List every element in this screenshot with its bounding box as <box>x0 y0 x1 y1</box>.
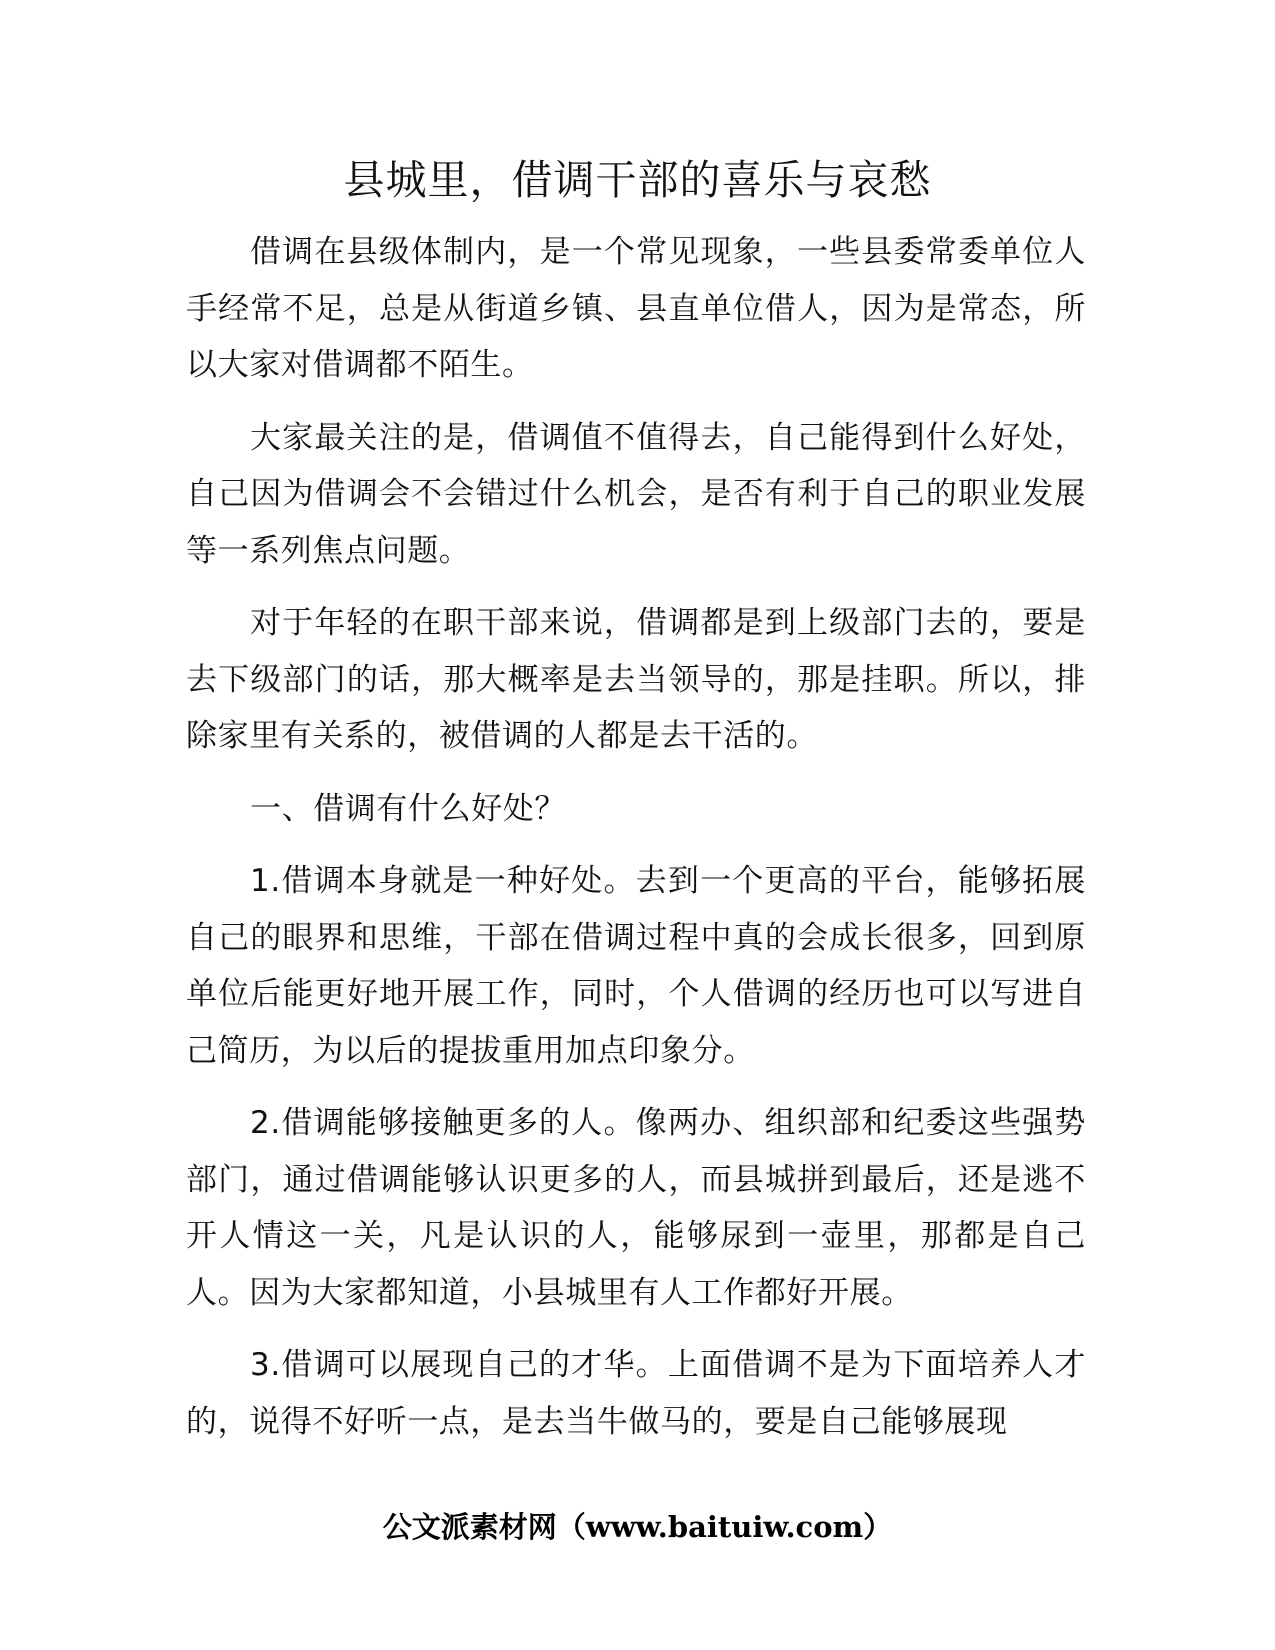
document-body <box>186 224 1086 1466</box>
document-title: 县城里，借调干部的喜乐与哀愁 <box>343 156 932 204</box>
paragraph-concerns: 大家最关注的是，借调值不值得去，自己能得到什么好处，自己因为借调会不会错过什么机会，是否有利于自己的职业发展等一系列焦点问题。 <box>186 419 1086 569</box>
paragraph-young-cadres: 对于年轻的在职干部来说，借调都是到上级部门去的，要是去下级部门的话，那大概率是去当领导的，那是挂职。所以，排除家里有关系的，被借调的人都是去干活的。 <box>186 605 1086 754</box>
paragraph-point-3: 3.借调可以展现自己的才华。上面借调不是为下面培养人才的，说得不好听一点，是去当牛做马的，要是自己能够展现 <box>186 1347 1086 1440</box>
section-heading-benefits: 一、借调有什么好处？ <box>250 790 566 827</box>
paragraph-intro: 借调在县级体制内，是一个常见现象，一些县委常委单位人手经常不足，总是从街道乡镇、县直单位借人，因为是常态，所以大家对借调都不陌生。 <box>186 234 1086 383</box>
paragraph-point-2: 2.借调能够接触更多的人。像两办、组织部和纪委这些强势部门，通过借调能够认识更多的人，而县城拼到最后，还是逃不开人情这一关，凡是认识的人，能够尿到一壶里，那都是自己人。因为大家都知道，小县城里有人工作都好开展。 <box>186 1105 1086 1311</box>
page-footer-watermark: 公文派素材网（www.baituiw.com） <box>382 1510 893 1544</box>
paragraph-point-1: 1.借调本身就是一种好处。去到一个更高的平台，能够拓展自己的眼界和思维，干部在借调过程中真的会成长很多，回到原单位后能更好地开展工作，同时，个人借调的经历也可以写进自己简历，为以后的提拔重用加点印象分。 <box>186 863 1086 1069</box>
